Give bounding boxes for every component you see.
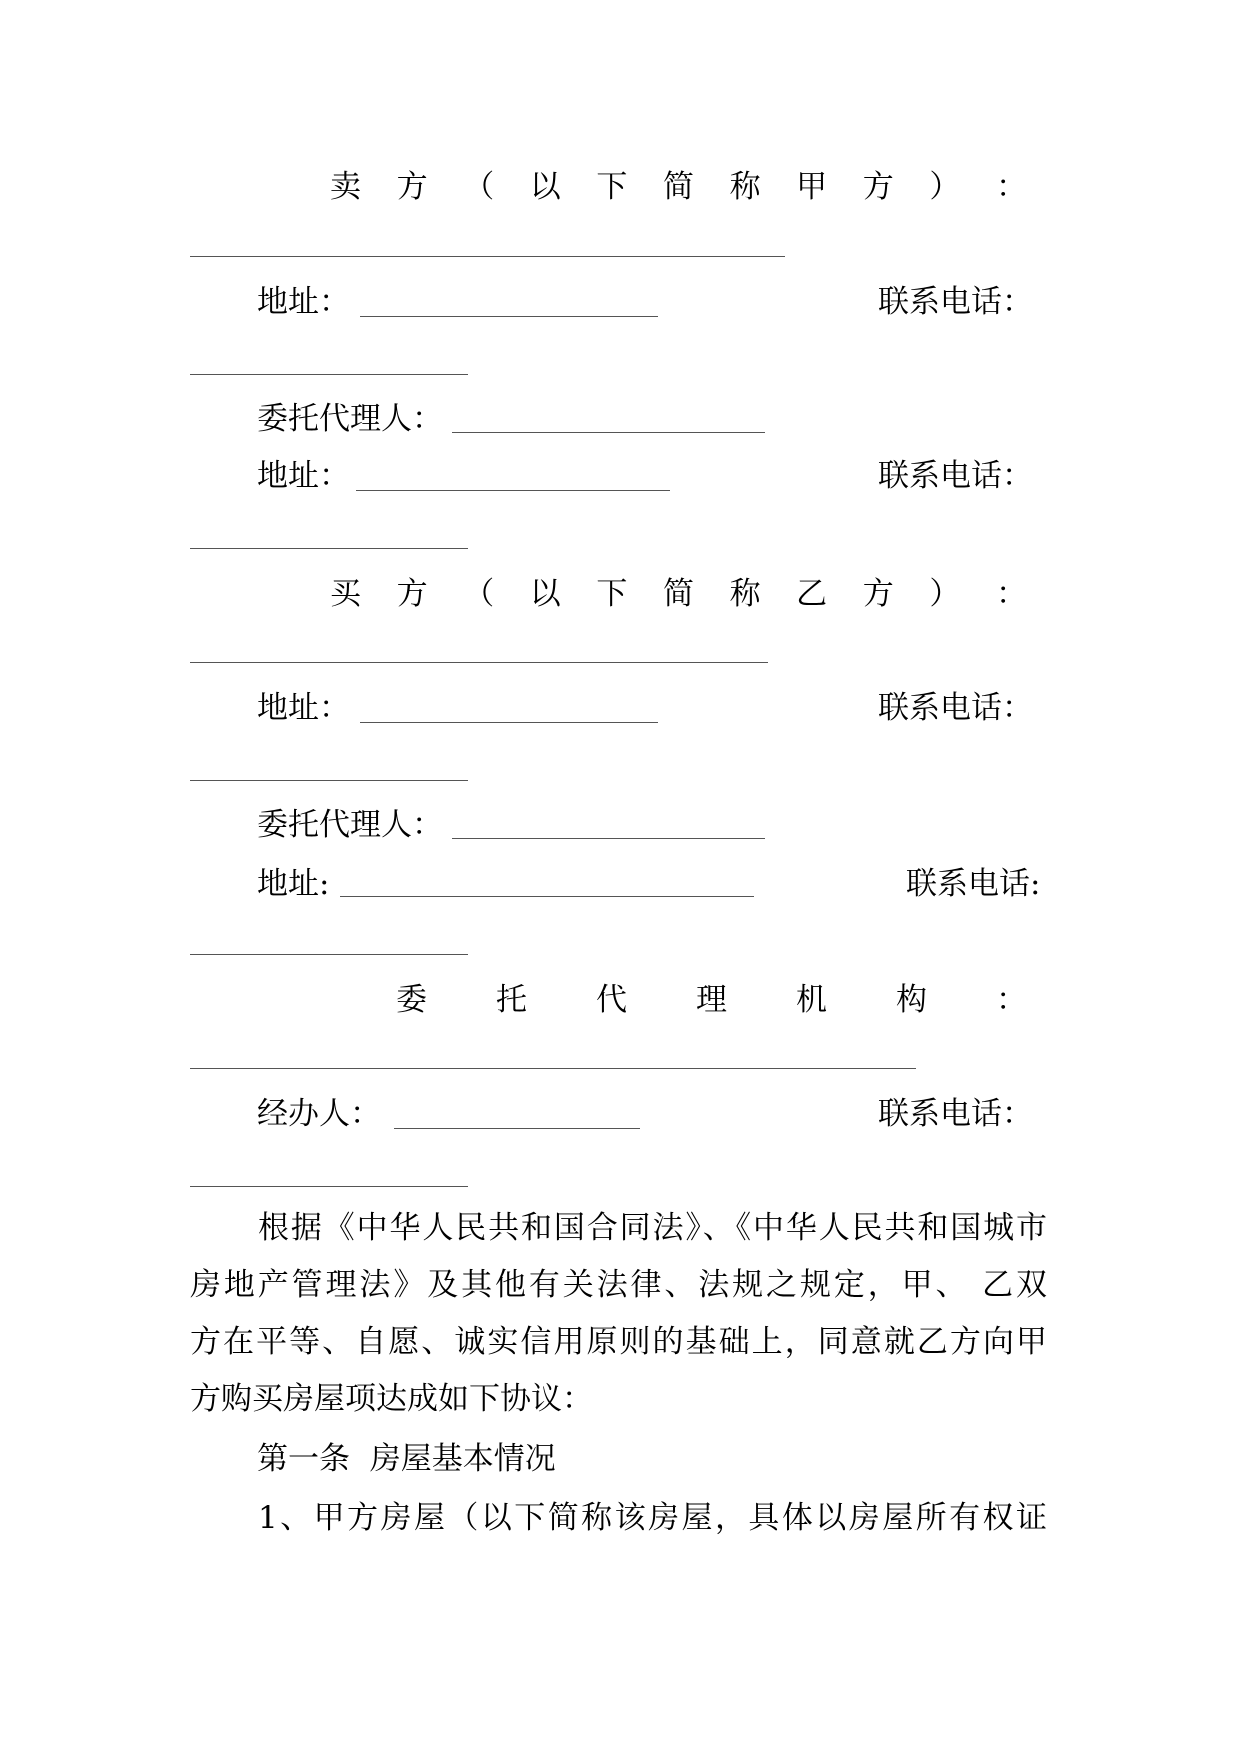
article1-title: 第一条 房屋基本情况 — [257, 1441, 556, 1477]
agency-heading-char: 代 — [596, 982, 627, 1018]
buyer-phone-blank[interactable] — [190, 780, 468, 781]
buyer-name-blank[interactable] — [190, 662, 768, 663]
buyer-heading-char: ） — [929, 576, 961, 612]
agency-heading-char: 构 — [896, 982, 927, 1018]
preamble-paragraph — [190, 1200, 1047, 1428]
handler-blank[interactable] — [394, 1128, 640, 1129]
agency-heading-char: 理 — [696, 982, 727, 1018]
agency-heading-char: ： — [996, 982, 1027, 1018]
buyer-heading-char: 方 — [862, 576, 894, 612]
preamble-line: 方在平等、自愿、诚实信用原则的基础上，同意就乙方向甲 — [190, 1324, 1047, 1360]
seller-heading-char: 方 — [862, 169, 894, 205]
seller-name-blank[interactable] — [190, 256, 785, 257]
buyer-address-blank[interactable] — [360, 722, 658, 723]
seller-agent-address-blank[interactable] — [356, 490, 670, 491]
seller-heading-char: ） — [929, 169, 961, 205]
preamble-line: 根据《中华人民共和国合同法》、《中华人民共和国城市 — [258, 1210, 1047, 1246]
buyer-agent-blank[interactable] — [452, 838, 765, 839]
buyer-agent-address-label: 地址: — [257, 866, 330, 902]
seller-heading-char: 方 — [396, 169, 428, 205]
seller-agent-address-label: 地址： — [257, 458, 350, 494]
seller-address-blank[interactable] — [360, 316, 658, 317]
buyer-phone-label: 联系电话： — [878, 690, 1033, 726]
handler-label: 经办人： — [257, 1096, 381, 1132]
preamble-line: 房地产管理法》及其他有关法律、法规之规定，甲、 乙双 — [190, 1267, 1047, 1303]
seller-heading-char: 简 — [662, 169, 694, 205]
article1-item1: 1、甲方房屋（以下简称该房屋，具体以房屋所有权证 — [258, 1500, 1047, 1536]
seller-agent-label: 委托代理人： — [257, 401, 443, 437]
buyer-agent-label: 委托代理人： — [257, 807, 443, 843]
seller-heading — [330, 167, 1027, 207]
seller-agent-blank[interactable] — [452, 432, 765, 433]
seller-heading-char: 下 — [596, 169, 628, 205]
buyer-heading-char: 称 — [729, 576, 761, 612]
buyer-agent-phone-label: 联系电话: — [906, 866, 1041, 902]
seller-heading-char: ： — [995, 169, 1027, 205]
seller-agent-phone-label: 联系电话： — [878, 458, 1033, 494]
buyer-heading-char: 下 — [596, 576, 628, 612]
handler-phone-blank[interactable] — [190, 1186, 468, 1187]
preamble-line: 方购买房屋项达成如下协议： — [190, 1381, 593, 1417]
buyer-heading-char: 方 — [396, 576, 428, 612]
buyer-heading-char: ： — [995, 576, 1027, 612]
agency-heading-char: 委 — [396, 982, 427, 1018]
handler-phone-label: 联系电话： — [878, 1096, 1033, 1132]
seller-phone-label: 联系电话： — [878, 284, 1033, 320]
buyer-heading-char: （ — [463, 576, 495, 612]
buyer-heading — [330, 574, 1027, 614]
seller-agent-phone-blank[interactable] — [190, 548, 468, 549]
buyer-agent-address-blank[interactable] — [340, 896, 754, 897]
buyer-heading-char: 简 — [662, 576, 694, 612]
buyer-heading-char: 以 — [529, 576, 561, 612]
seller-heading-char: （ — [463, 169, 495, 205]
agency-heading-char: 托 — [496, 982, 527, 1018]
seller-address-label: 地址： — [257, 284, 350, 320]
agency-heading-char: 机 — [796, 982, 827, 1018]
seller-heading-char: 甲 — [796, 169, 828, 205]
seller-heading-char: 称 — [729, 169, 761, 205]
agency-heading — [396, 980, 1027, 1020]
agency-name-blank[interactable] — [190, 1068, 916, 1069]
buyer-address-label: 地址： — [257, 690, 350, 726]
seller-heading-char: 以 — [529, 169, 561, 205]
buyer-heading-char: 乙 — [796, 576, 828, 612]
article1-item1-paragraph — [190, 1490, 1047, 1547]
seller-heading-char: 卖 — [330, 169, 361, 205]
buyer-heading-char: 买 — [330, 576, 361, 612]
buyer-agent-phone-blank[interactable] — [190, 954, 468, 955]
seller-phone-blank[interactable] — [190, 374, 468, 375]
